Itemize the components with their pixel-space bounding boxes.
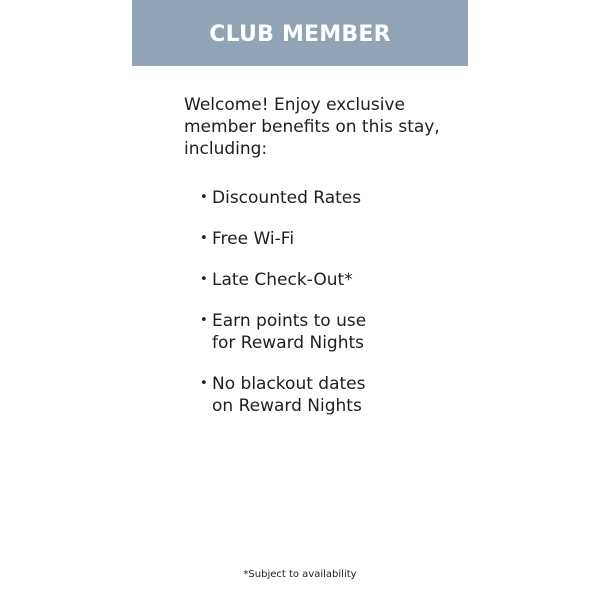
benefit-item-late-checkout [200, 269, 450, 291]
bullet-icon: • [200, 313, 208, 328]
welcome-text: Welcome! Enjoy exclusive member benefits on this stay, including: [184, 95, 440, 159]
bullet-icon: • [200, 190, 208, 205]
benefit-item-earn-points [200, 310, 450, 354]
benefit-item-free-wifi [200, 228, 450, 250]
benefit-label: Late Check-Out* [212, 270, 353, 290]
benefit-label: Discounted Rates [212, 188, 362, 208]
benefits-list [200, 187, 450, 436]
member-card [132, 0, 468, 600]
bullet-icon: • [200, 376, 208, 391]
benefit-item-no-blackout [200, 373, 450, 417]
availability-footnote: *Subject to availability [243, 569, 357, 580]
benefit-label-continued: for Reward Nights [212, 333, 365, 353]
card-title: CLUB MEMBER [209, 21, 391, 47]
benefit-label: Free Wi-Fi [212, 229, 295, 249]
bullet-icon: • [200, 272, 208, 287]
bullet-icon: • [200, 231, 208, 246]
benefit-label: No blackout dates [212, 374, 366, 394]
card-header [132, 0, 468, 66]
benefit-label: Earn points to use [212, 311, 367, 331]
benefit-item-discounted-rates [200, 187, 450, 209]
benefit-label-continued: on Reward Nights [212, 396, 362, 416]
